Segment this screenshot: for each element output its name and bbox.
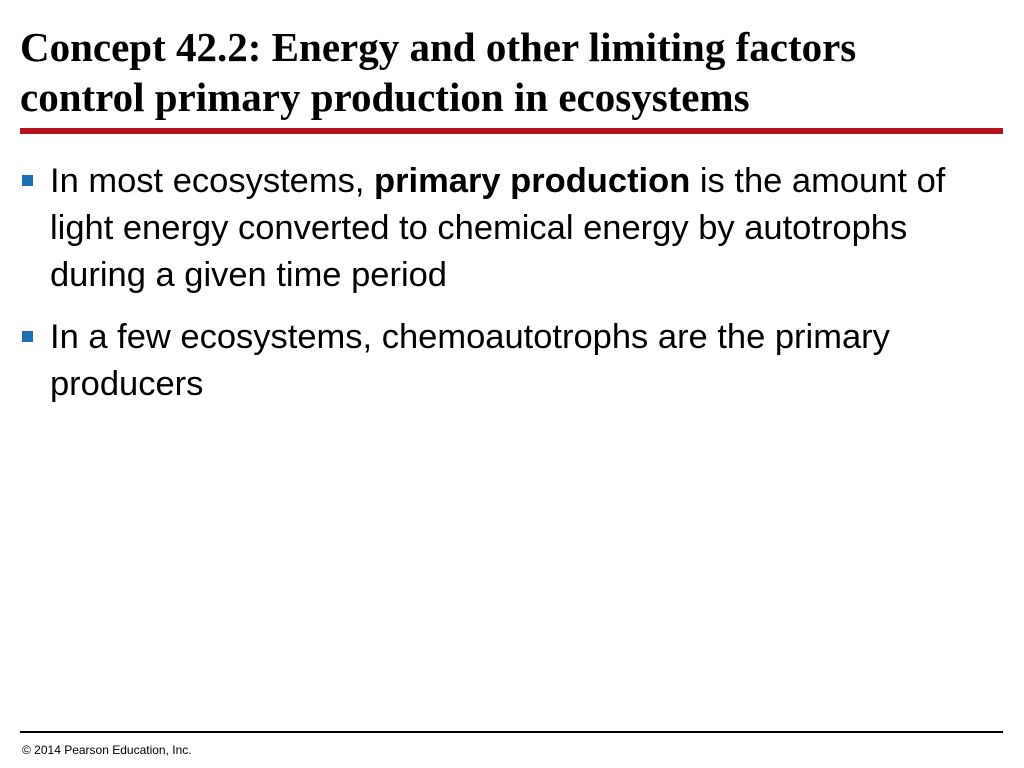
square-bullet-icon bbox=[22, 175, 33, 186]
bullet-list bbox=[20, 158, 980, 423]
slide-title-line-1: Concept 42.2: Energy and other limiting factors bbox=[20, 24, 857, 70]
copyright-footer: © 2014 Pearson Education, Inc. bbox=[22, 743, 192, 757]
bullet-item-1 bbox=[20, 158, 980, 299]
slide-title bbox=[20, 22, 1010, 122]
title-divider bbox=[20, 128, 1003, 134]
bullet-1-text-after: is the amount of light energy converted to chemical energy by autotrophs during a given time period bbox=[50, 162, 946, 294]
bullet-1-text-before: In most ecosystems, bbox=[50, 162, 375, 200]
footer-divider bbox=[20, 731, 1003, 733]
bullet-1-bold-term: primary production bbox=[374, 162, 691, 200]
square-bullet-icon bbox=[22, 331, 33, 342]
bullet-item-2 bbox=[20, 314, 980, 408]
slide-title-line-2: control primary production in ecosystems bbox=[20, 74, 750, 120]
bullet-2-text: In a few ecosystems, chemoautotrophs are the primary producers bbox=[50, 318, 890, 403]
